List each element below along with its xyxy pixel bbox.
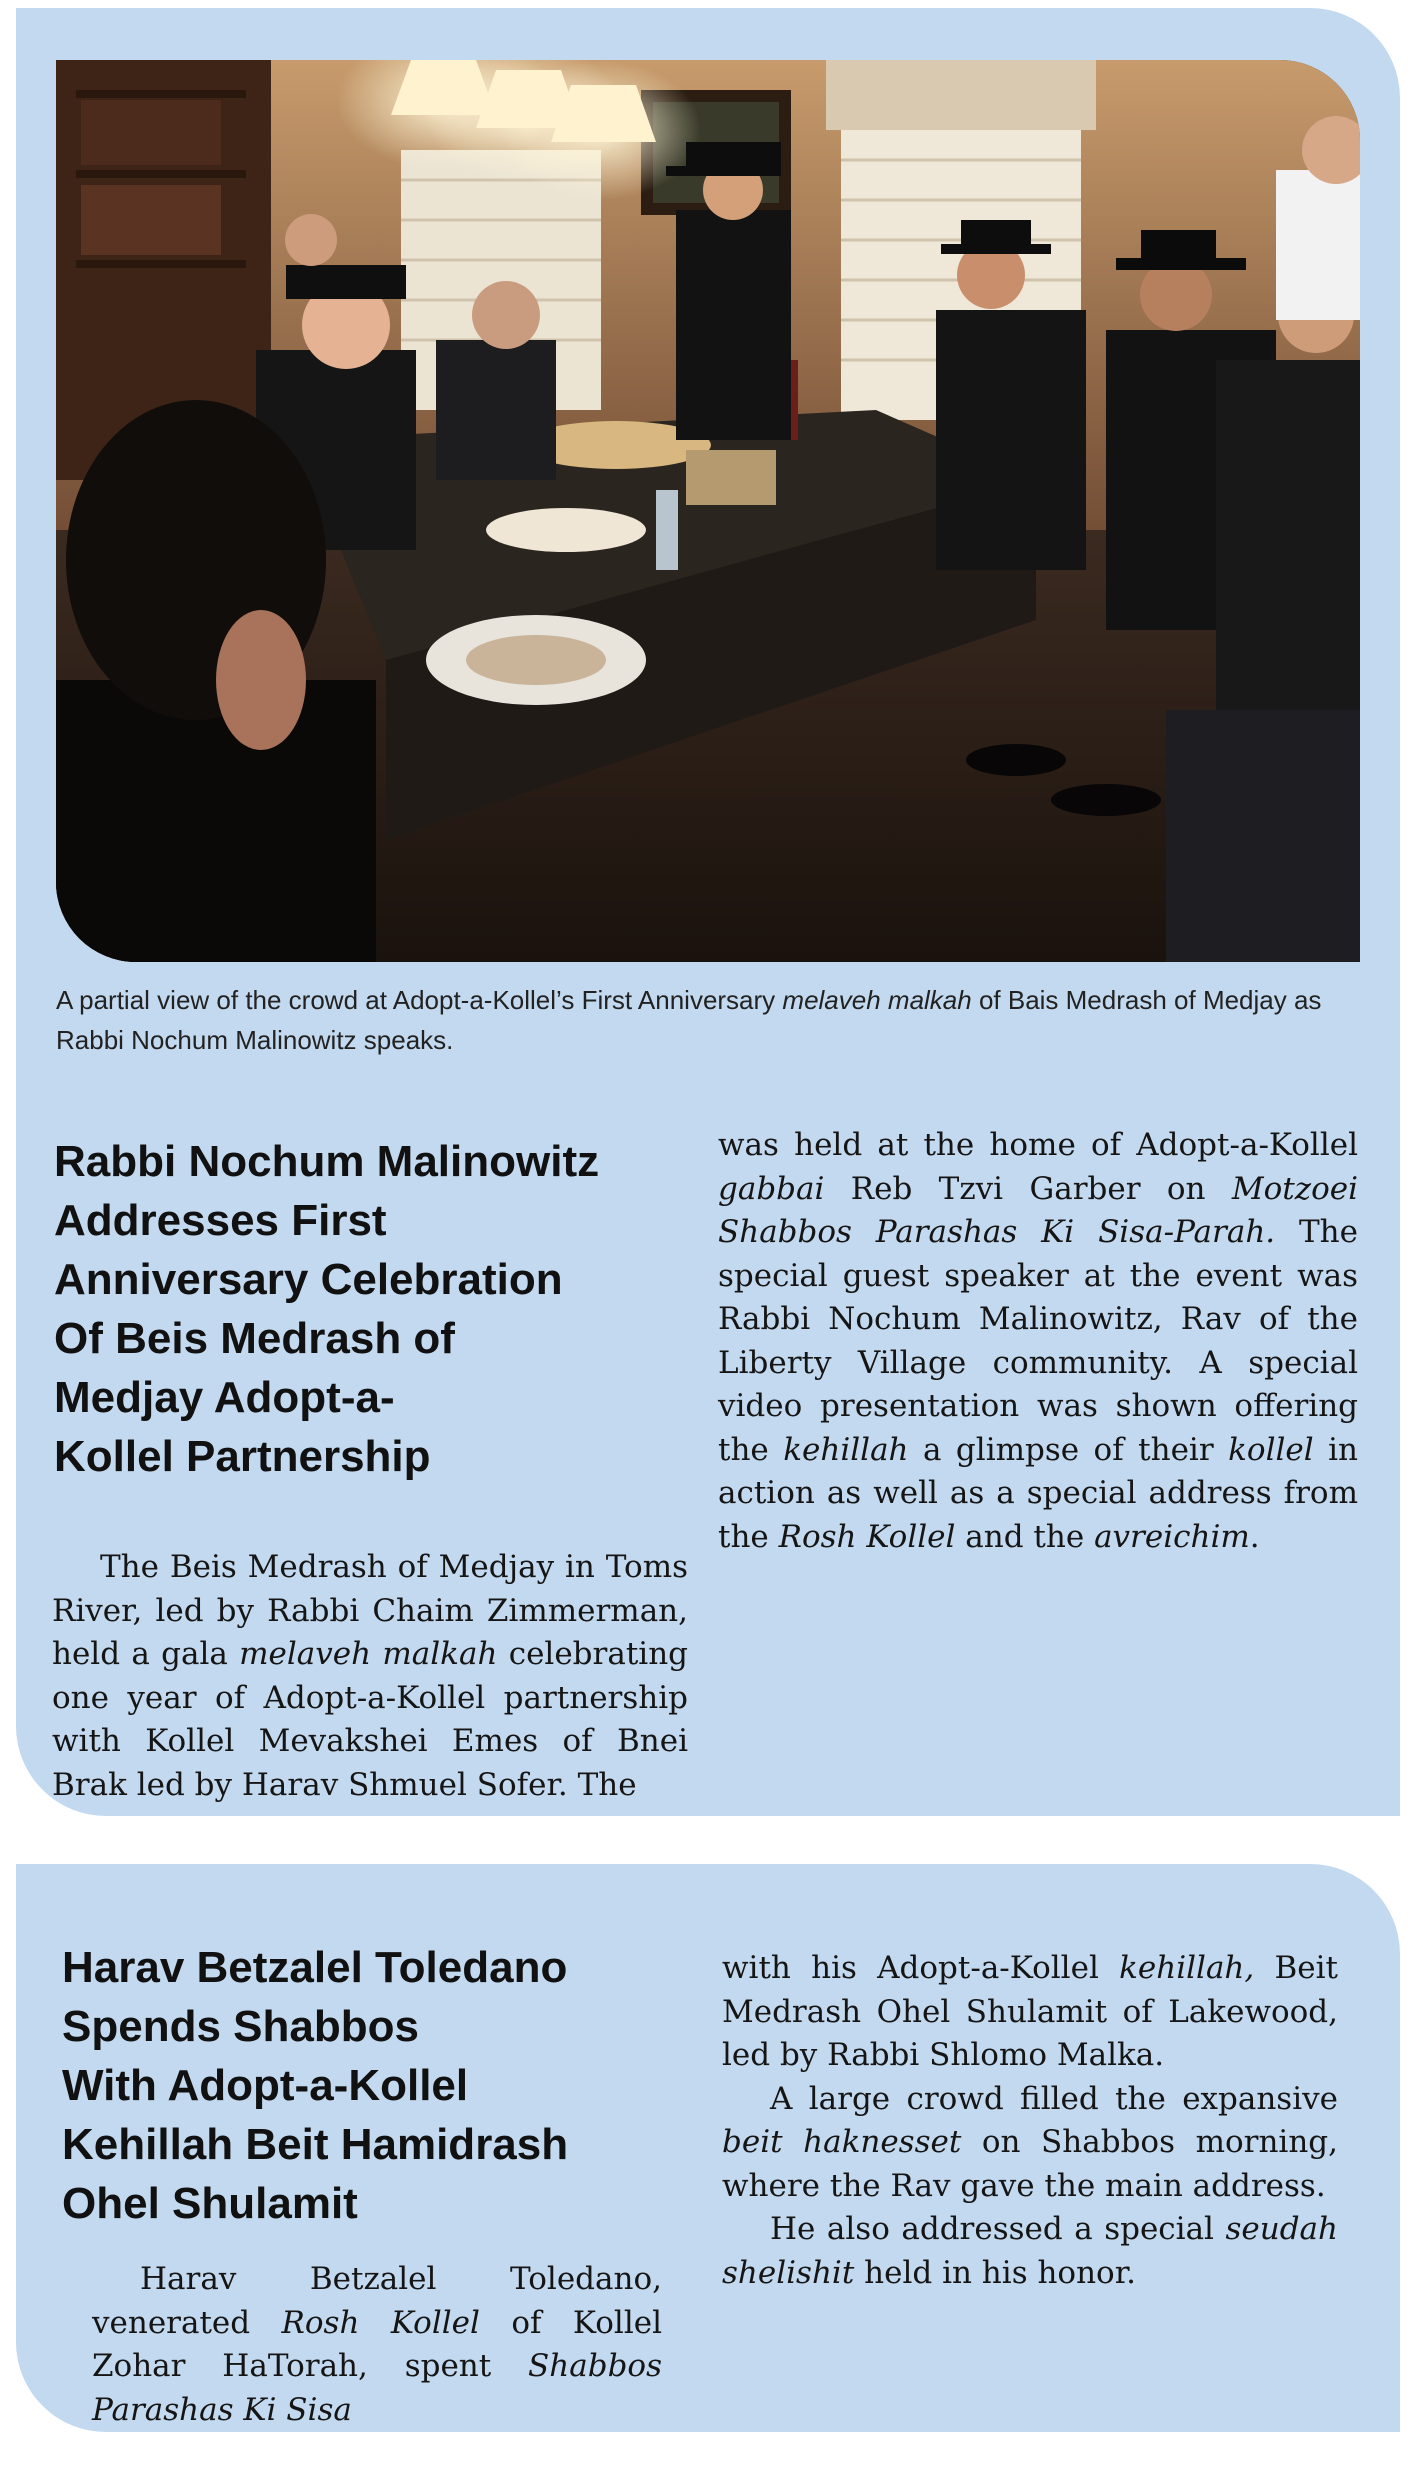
body-text: and the (955, 1518, 1095, 1555)
body-paragraph (722, 2208, 1338, 2295)
italic-term: gabbai (718, 1170, 825, 1207)
body-text: Reb Tzvi Garber on (824, 1170, 1232, 1207)
headline-line: Addresses First (54, 1196, 387, 1245)
body-paragraph (718, 1124, 1358, 1559)
headline-line: Kehillah Beit Hamidrash (62, 2120, 569, 2169)
body-paragraph (722, 1947, 1338, 2078)
body-text: . (1249, 1518, 1260, 1555)
body-text: was held at the home of Adopt-a-Kollel (718, 1127, 1358, 1163)
body-text: with his Adopt-a-Kollel (722, 1950, 1120, 1986)
italic-term: seudah shelishit (722, 2211, 1338, 2291)
italic-term: kollel (1228, 1431, 1314, 1468)
headline-line: Rabbi Nochum Malinowitz (54, 1137, 600, 1186)
body-text: Beit Medrash Ohel Shulamit of Lakewood, led by Rabbi Shlomo Malka. (722, 1950, 1338, 2073)
body-text: The Beis Medrash of Medjay in Toms River, led by Rabbi Chaim Zimmerman, held a gala (52, 1549, 688, 1672)
article-body-column-right (718, 1124, 1358, 1559)
headline-line: Of Beis Medrash of (54, 1314, 455, 1363)
event-photo (56, 60, 1360, 962)
italic-term: Motzoei Shabbos Parashas Ki Sisa-Parah. (718, 1170, 1358, 1250)
body-text: The special guest speaker at the event was Rabbi Nochum Malinowitz, Rav of the Liberty Village community. A special video presentation was shown offering the (718, 1214, 1358, 1468)
body-text: held in his honor. (854, 2254, 1136, 2291)
article-body-column-left (52, 1546, 688, 1807)
body-paragraph (52, 1546, 688, 1807)
headline-line: Ohel Shulamit (62, 2179, 358, 2228)
caption-italic-term: melaveh malkah (782, 985, 972, 1015)
body-text: He also addressed a special (770, 2211, 1226, 2247)
italic-term: avreichim (1094, 1518, 1250, 1555)
body-text: A large crowd filled the expansive (770, 2080, 1338, 2117)
body-text: in action as well as a special address from the (718, 1431, 1359, 1555)
headline-line: Anniversary Celebration (54, 1255, 563, 1304)
body-text: a glimpse of their (908, 1431, 1229, 1468)
headline-line: Kollel Partnership (54, 1432, 431, 1481)
article2-body-column-right (722, 1947, 1338, 2295)
italic-term: melaveh malkah (239, 1636, 498, 1672)
photo-caption (56, 980, 1366, 1060)
italic-term: Rosh Kollel (778, 1518, 956, 1555)
caption-text-end: of Bais Medrash of Medjay as Rabbi Nochum Malinowitz speaks. (56, 985, 1322, 1055)
article2-body-column-left (92, 2258, 662, 2432)
body-text: Harav Betzalel Toledano, venerated (92, 2261, 662, 2341)
body-text: celebrating one year of Adopt-a-Kollel partnership with Kollel Mevakshei Emes of Bnei Brak led by Harav Shmuel Sofer. The (52, 1636, 689, 1803)
article-headline (54, 1132, 714, 1486)
italic-term: kehillah (783, 1431, 909, 1468)
italic-term: beit haknesset (722, 2124, 962, 2160)
event-photo-illustration (56, 60, 1360, 962)
body-paragraph (92, 2258, 662, 2432)
caption-text: A partial view of the crowd at Adopt-a-Kollel’s First Anniversary (56, 985, 783, 1015)
body-text: of Kollel Zohar HaTorah, spent (92, 2304, 662, 2384)
headline-line: Harav Betzalel Toledano (62, 1943, 568, 1992)
italic-term: Rosh Kollel (281, 2304, 480, 2341)
body-text: on Shabbos morning, where the Rav gave the main address. (722, 2124, 1338, 2204)
headline-line: With Adopt-a-Kollel (62, 2061, 469, 2110)
italic-term: Shabbos Parashas Ki Sisa (92, 2348, 662, 2428)
article-headline (62, 1938, 682, 2233)
body-paragraph (722, 2078, 1338, 2209)
headline-line: Spends Shabbos (62, 2002, 419, 2051)
italic-term: kehillah, (1119, 1950, 1255, 1986)
headline-line: Medjay Adopt-a- (54, 1373, 395, 1422)
